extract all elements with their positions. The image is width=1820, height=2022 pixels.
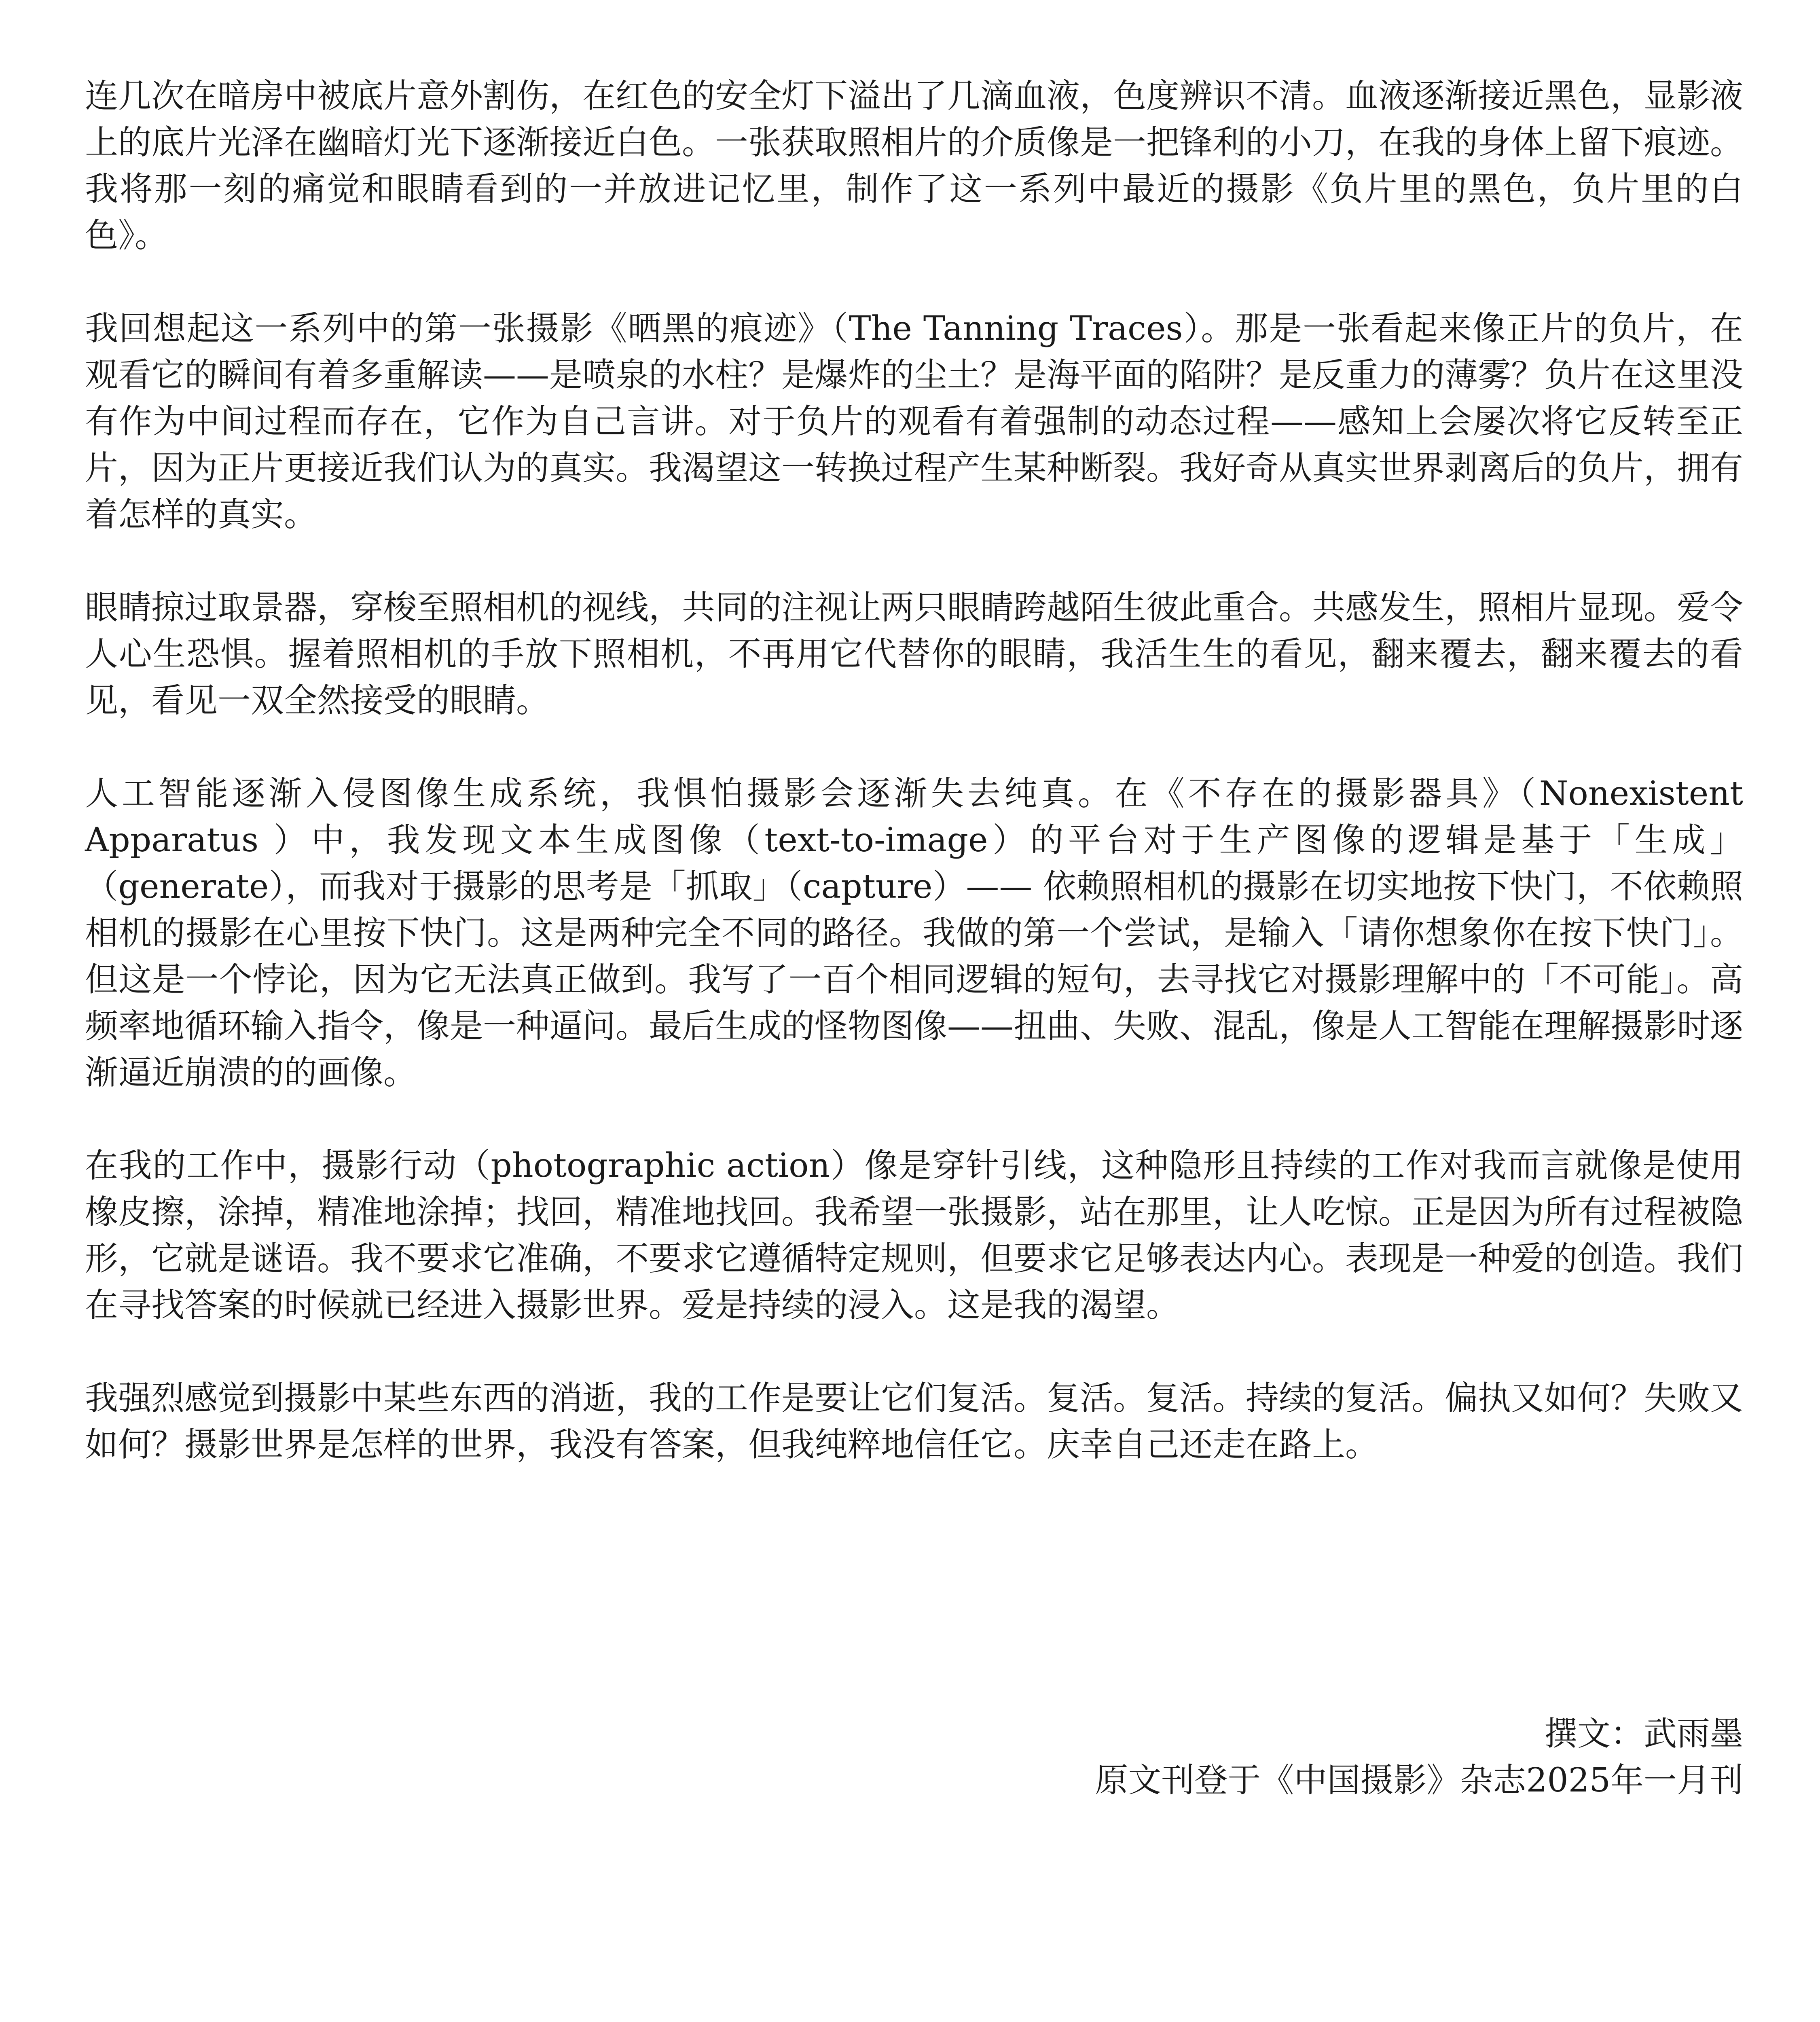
paragraph-2: 我回想起这一系列中的第一张摄影《晒黑的痕迹》（The Tanning Traces）。那是一张看起来像正片的负片，在观看它的瞬间有着多重解读——是喷泉的水柱？是爆炸的尘土？是海平面的陷阱？是反重力的薄雾？负片在这里没有作为中间过程而存在，它作为自己言讲。对于负片的观看有着强制的动态过程——感知上会屡次将它反转至正片，因为正片更接近我们认为的真实。我渴望这一转换过程产生某种断裂。我好奇从真实世界剥离后的负片，拥有着怎样的真实。 [85, 309, 1744, 534]
signature-block [1095, 1711, 1743, 1804]
paragraph-4: 人工智能逐渐入侵图像生成系统，我惧怕摄影会逐渐失去纯真。在《不存在的摄影器具》（Nonexistent Apparatus ）中，我发现文本生成图像（text-to-image）的平台对于生产图像的逻辑是基于「生成」（generate），而我对于摄影的思考是「抓取」（capture）—— 依赖照相机的摄影在切实地按下快门，不依赖照相机的摄影在心里按下快门。这是两种完全不同的路径。我做的第一个尝试，是输入「请你想象你在按下快门」。但这是一个悖论，因为它无法真正做到。我写了一百个相同逻辑的短句，去寻找它对摄影理解中的「不可能」。高频率地循环输入指令，像是一种逼问。最后生成的怪物图像——扭曲、失败、混乱，像是人工智能在理解摄影时逐渐逼近崩溃的的画像。 [85, 774, 1744, 1092]
author-line: 撰文：武雨墨 [1544, 1715, 1743, 1753]
paragraph-3: 眼睛掠过取景器，穿梭至照相机的视线，共同的注视让两只眼睛跨越陌生彼此重合。共感发生，照相片显现。爱令人心生恐惧。握着照相机的手放下照相机，不再用它代替你的眼睛，我活生生的看见，翻来覆去，翻来覆去的看见，看见一双全然接受的眼睛。 [85, 588, 1744, 720]
paragraph-1: 连几次在暗房中被底片意外割伤，在红色的安全灯下溢出了几滴血液，色度辨识不清。血液逐渐接近黑色，显影液上的底片光泽在幽暗灯光下逐渐接近白色。一张获取照相片的介质像是一把锋利的小刀，在我的身体上留下痕迹。我将那一刻的痛觉和眼睛看到的一并放进记忆里，制作了这一系列中最近的摄影《负片里的黑色，负片里的白色》。 [85, 77, 1744, 255]
article-body [85, 73, 1743, 1514]
paragraph-5: 在我的工作中，摄影行动（photographic action）像是穿针引线，这种隐形且持续的工作对我而言就像是使用橡皮擦，涂掉，精准地涂掉；找回，精准地找回。我希望一张摄影，站在那里，让人吃惊。正是因为所有过程被隐形，它就是谜语。我不要求它准确，不要求它遵循特定规则，但要求它足够表达内心。表现是一种爱的创造。我们在寻找答案的时候就已经进入摄影世界。爱是持续的浸入。这是我的渴望。 [85, 1146, 1744, 1324]
source-line: 原文刊登于《中国摄影》杂志2025年一月刊 [1095, 1761, 1743, 1800]
paragraph-6: 我强烈感觉到摄影中某些东西的消逝，我的工作是要让它们复活。复活。复活。持续的复活。偏执又如何？失败又如何？摄影世界是怎样的世界，我没有答案，但我纯粹地信任它。庆幸自己还走在路上。 [85, 1379, 1744, 1464]
